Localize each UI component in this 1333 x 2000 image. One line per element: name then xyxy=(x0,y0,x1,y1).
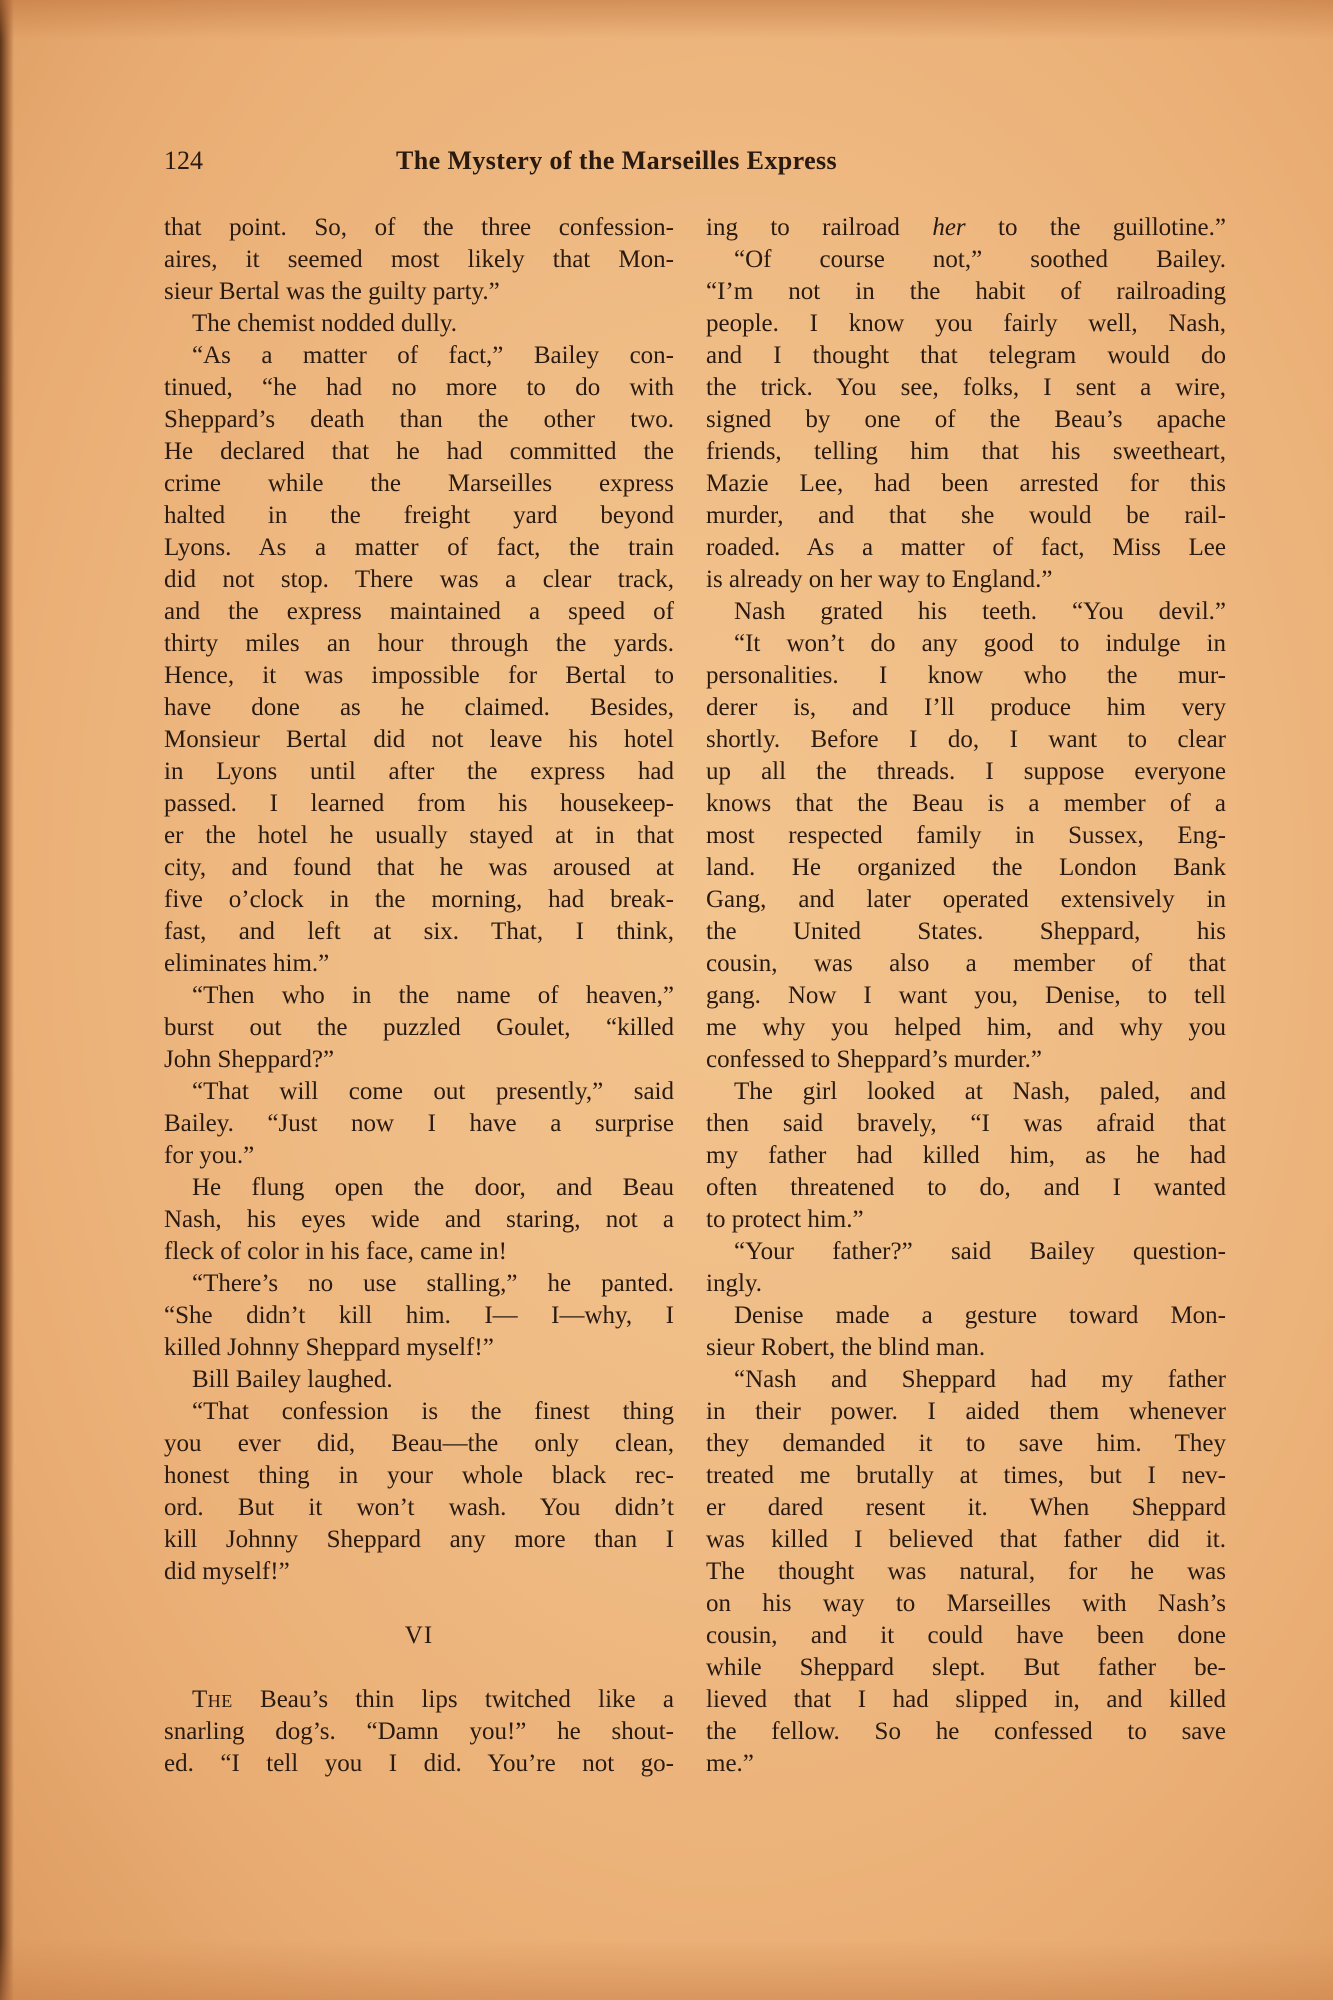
text-line: ord. But it won’t wash. You didn’t xyxy=(164,1494,674,1521)
text-line: friends, telling him that his sweetheart, xyxy=(706,438,1226,465)
text-line: Nash, his eyes wide and staring, not a xyxy=(164,1206,674,1233)
text-line: snarling dog’s. “Damn you!” he shout- xyxy=(164,1718,674,1745)
page-top-stain xyxy=(0,0,1333,40)
text-line: crime while the Marseilles express xyxy=(164,470,674,497)
drop-word: The xyxy=(192,1686,233,1713)
text-line: city, and found that he was aroused at xyxy=(164,854,674,881)
text-line: er the hotel he usually stayed at in that xyxy=(164,822,674,849)
text-line: gang. Now I want you, Denise, to tell xyxy=(706,982,1226,1009)
text-line: the trick. You see, folks, I sent a wire, xyxy=(706,374,1226,401)
text-line: eliminates him.” xyxy=(164,950,330,977)
text-line: have done as he claimed. Besides, xyxy=(164,694,674,721)
text-line: “Your father?” said Bailey question- xyxy=(734,1238,1226,1265)
text-line: “That will come out presently,” said xyxy=(192,1078,674,1105)
text-line: you ever did, Beau—the only clean, xyxy=(164,1430,674,1457)
text-line: He flung open the door, and Beau xyxy=(192,1174,674,1201)
text-line: Hence, it was impossible for Bertal to xyxy=(164,662,674,689)
text-line: “Then who in the name of heaven,” xyxy=(192,982,674,1009)
text-line: halted in the freight yard beyond xyxy=(164,502,674,529)
text-line: fleck of color in his face, came in! xyxy=(164,1238,507,1265)
text-line: me why you helped him, and why you xyxy=(706,1014,1226,1041)
book-title: The Mystery of the Marseilles Express xyxy=(396,146,838,175)
text-line: sieur Robert, the blind man. xyxy=(706,1334,986,1361)
text-line: “She didn’t kill him. I— I—why, I xyxy=(164,1302,674,1329)
text-line: thirty miles an hour through the yards. xyxy=(164,630,674,657)
text-line: confessed to Sheppard’s murder.” xyxy=(706,1046,1043,1073)
text-line: cousin, was also a member of that xyxy=(706,950,1226,977)
right-column xyxy=(706,212,1226,1780)
left-column-text xyxy=(164,212,674,1588)
text-line: the fellow. So he confessed to save xyxy=(706,1718,1226,1745)
text-line: in their power. I aided them whenever xyxy=(706,1398,1226,1425)
text-line: kill Johnny Sheppard any more than I xyxy=(164,1526,674,1553)
text-line: “Nash and Sheppard had my father xyxy=(734,1366,1226,1393)
text-line: is already on her way to England.” xyxy=(706,566,1053,593)
text-line: “As a matter of fact,” Bailey con- xyxy=(192,342,674,369)
right-first-line xyxy=(706,212,1226,244)
text-line: five o’clock in the morning, had break- xyxy=(164,886,674,913)
text-line: sieur Bertal was the guilty party.” xyxy=(164,278,500,305)
section-heading: VI xyxy=(404,1622,434,1649)
text-line: roaded. As a matter of fact, Miss Lee xyxy=(706,534,1226,561)
text-line: passed. I learned from his housekeep- xyxy=(164,790,674,817)
text-line: Bailey. “Just now I have a surprise xyxy=(164,1110,674,1137)
text-line: ed. “I tell you I did. You’re not go- xyxy=(164,1750,674,1777)
text-line: “It won’t do any good to indulge in xyxy=(734,630,1226,657)
text-line: burst out the puzzled Goulet, “killed xyxy=(164,1014,674,1041)
page-bottom-stain xyxy=(0,1940,1333,2000)
text-line: me.” xyxy=(706,1750,754,1777)
text-line: murder, and that she would be rail- xyxy=(706,502,1226,529)
text-run: to the guillotine.” xyxy=(965,214,1226,241)
running-header xyxy=(164,143,984,179)
text-line: Lyons. As a matter of fact, the train xyxy=(164,534,674,561)
text-line: er dared resent it. When Sheppard xyxy=(706,1494,1226,1521)
text-line: The girl looked at Nash, paled, and xyxy=(734,1078,1226,1105)
text-line: tinued, “he had no more to do with xyxy=(164,374,674,401)
page-edge-shadow xyxy=(0,0,14,2000)
text-line: John Sheppard?” xyxy=(164,1046,335,1073)
text-line: Denise made a gesture toward Mon- xyxy=(734,1302,1226,1329)
text-line: aires, it seemed most likely that Mon- xyxy=(164,246,674,273)
text-line: treated me brutally at times, but I nev- xyxy=(706,1462,1226,1489)
text-line: most respected family in Sussex, Eng- xyxy=(706,822,1226,849)
text-line: “There’s no use stalling,” he panted. xyxy=(192,1270,674,1297)
text-line: often threatened to do, and I wanted xyxy=(706,1174,1226,1201)
text-line: “I’m not in the habit of railroading xyxy=(706,278,1226,305)
text-line: shortly. Before I do, I want to clear xyxy=(706,726,1226,753)
text-line: my father had killed him, as he had xyxy=(706,1142,1226,1169)
text-line: that point. So, of the three confession- xyxy=(164,214,674,241)
text-line: He declared that he had committed the xyxy=(164,438,674,465)
left-column xyxy=(164,212,674,1780)
text-line: lieved that I had slipped in, and killed xyxy=(706,1686,1226,1713)
text-line: cousin, and it could have been done xyxy=(706,1622,1226,1649)
text-line: did myself!” xyxy=(164,1558,290,1585)
text-line: for you.” xyxy=(164,1142,255,1169)
text-line: to protect him.” xyxy=(706,1206,864,1233)
text-line: people. I know you fairly well, Nash, xyxy=(706,310,1226,337)
text-line: signed by one of the Beau’s apache xyxy=(706,406,1226,433)
text-line: “That confession is the finest thing xyxy=(192,1398,674,1425)
left-column-text-after xyxy=(164,1716,674,1780)
text-line: The chemist nodded dully. xyxy=(192,310,457,337)
text-line: The thought was natural, for he was xyxy=(706,1558,1226,1585)
text-line: Nash grated his teeth. “You devil.” xyxy=(734,598,1226,625)
text-line: they demanded it to save him. They xyxy=(706,1430,1226,1457)
text-line: derer is, and I’ll produce him very xyxy=(706,694,1226,721)
text-line: ingly. xyxy=(706,1270,763,1297)
text-line: Monsieur Bertal did not leave his hotel xyxy=(164,726,674,753)
text-line: was killed I believed that father did it. xyxy=(706,1526,1226,1553)
text-line: fast, and left at six. That, I think, xyxy=(164,918,674,945)
text-line: and the express maintained a speed of xyxy=(164,598,674,625)
text-line: knows that the Beau is a member of a xyxy=(706,790,1226,817)
text-line: Sheppard’s death than the other two. xyxy=(164,406,674,433)
text-line: and I thought that telegram would do xyxy=(706,342,1226,369)
text-line: on his way to Marseilles with Nash’s xyxy=(706,1590,1226,1617)
italic-word: her xyxy=(932,214,966,241)
text-line: did not stop. There was a clear track, xyxy=(164,566,674,593)
text-line: up all the threads. I suppose everyone xyxy=(706,758,1226,785)
text-line: the United States. Sheppard, his xyxy=(706,918,1226,945)
text-run: ing to railroad xyxy=(706,214,933,241)
text-line: while Sheppard slept. But father be- xyxy=(706,1654,1226,1681)
first-line-rest: Beau’s thin lips twitched like a xyxy=(232,1686,674,1713)
text-line: honest thing in your whole black rec- xyxy=(164,1462,674,1489)
page-number: 124 xyxy=(164,146,203,175)
text-line: in Lyons until after the express had xyxy=(164,758,674,785)
text-line: “Of course not,” soothed Bailey. xyxy=(734,246,1226,273)
text-line: land. He organized the London Bank xyxy=(706,854,1226,881)
text-line: then said bravely, “I was afraid that xyxy=(706,1110,1226,1137)
text-line: Mazie Lee, had been arrested for this xyxy=(706,470,1226,497)
text-line: personalities. I know who the mur- xyxy=(706,662,1226,689)
right-column-text xyxy=(706,244,1226,1780)
text-line: Bill Bailey laughed. xyxy=(192,1366,393,1393)
section-first-line xyxy=(164,1684,674,1716)
text-line: Gang, and later operated extensively in xyxy=(706,886,1226,913)
text-line: killed Johnny Sheppard myself!” xyxy=(164,1334,494,1361)
